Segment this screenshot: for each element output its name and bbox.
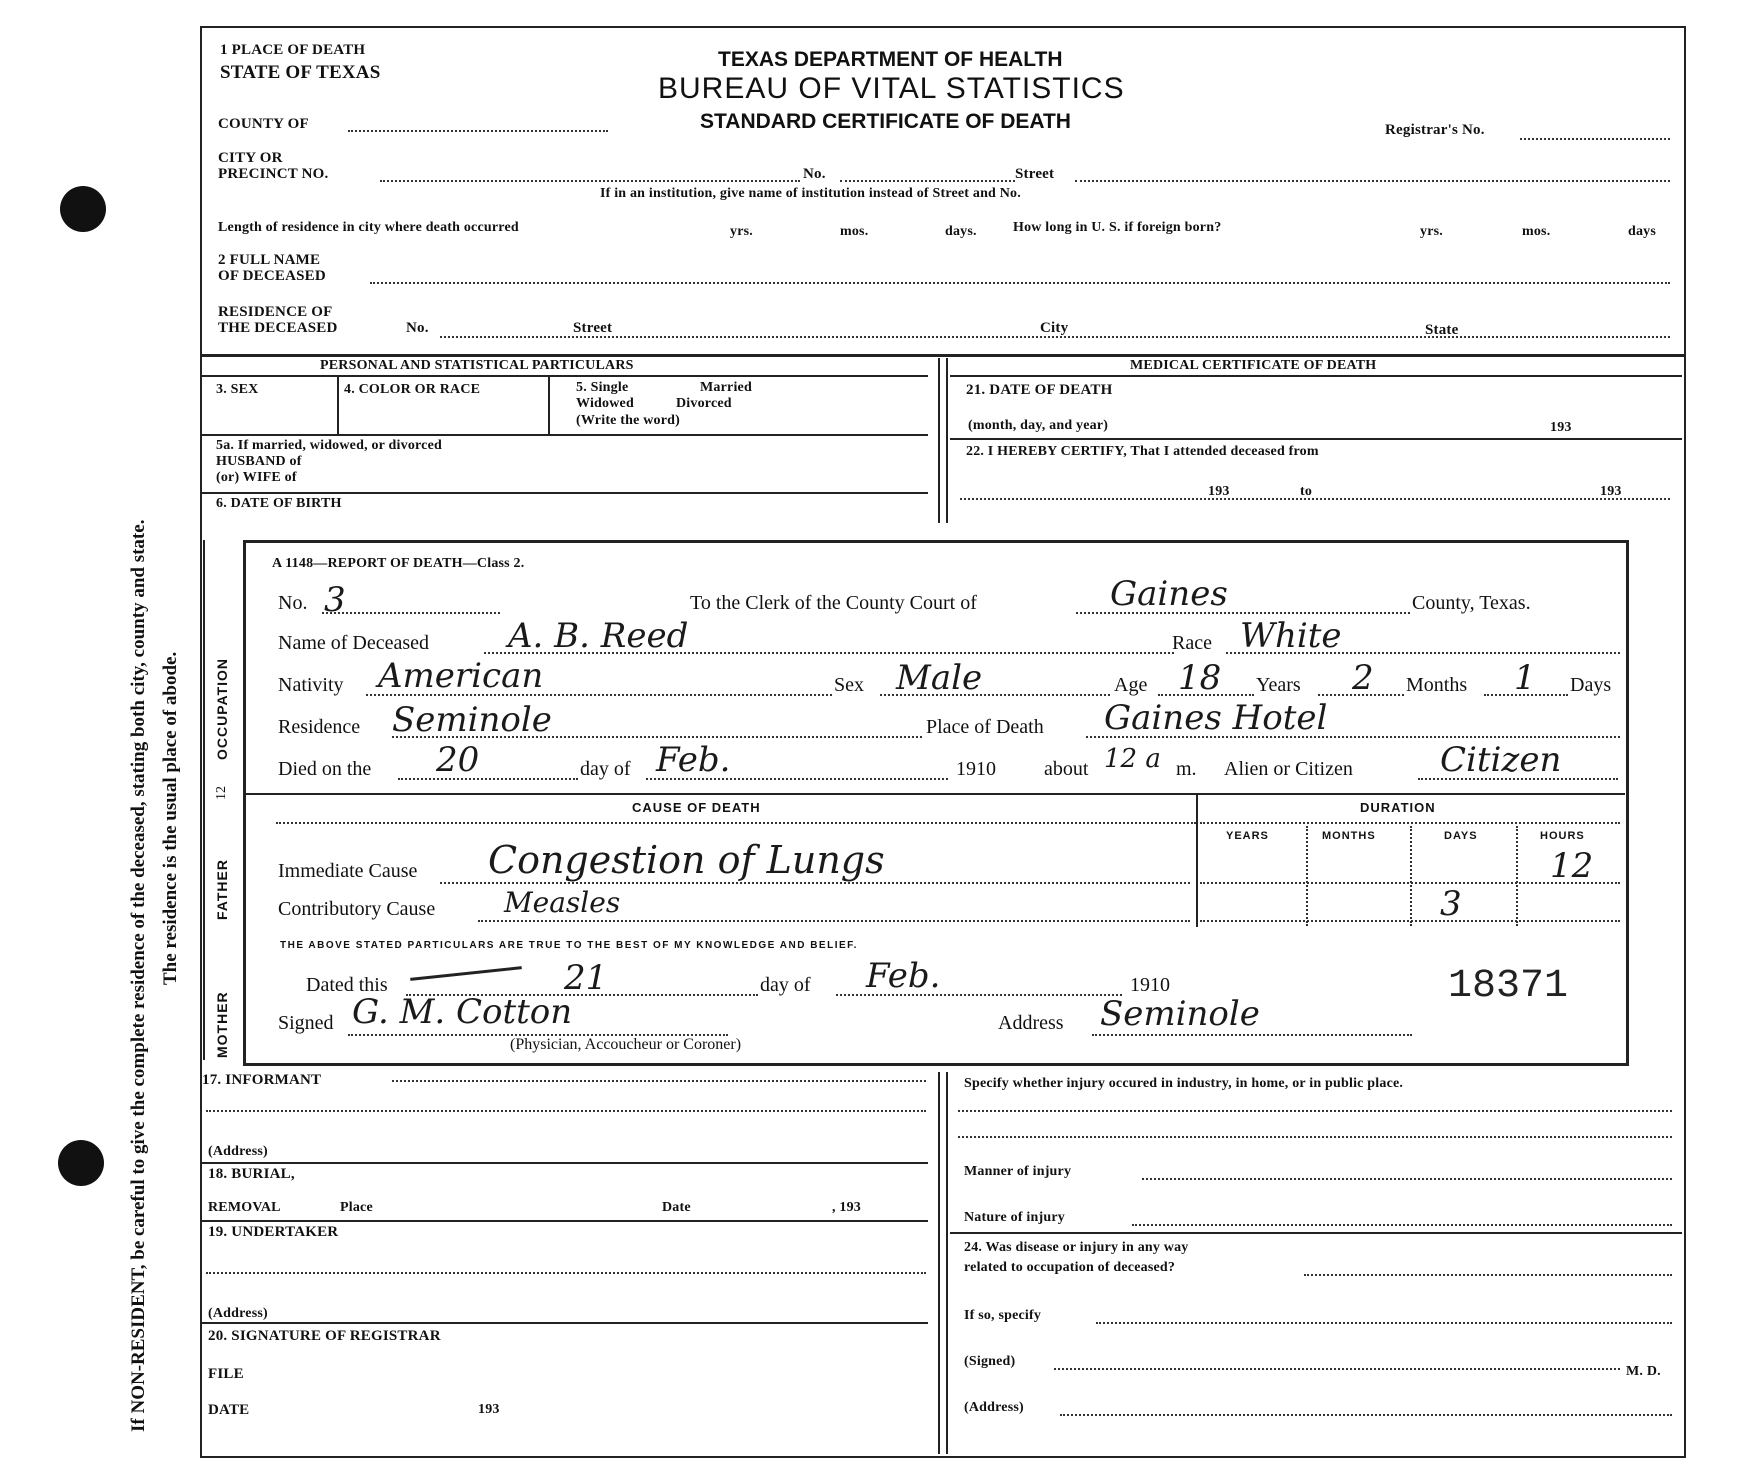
duration-col-left [1196, 793, 1198, 927]
informant-address-label: (Address) [208, 1144, 268, 1159]
md-address-line [1060, 1414, 1672, 1416]
dated-day-value: 21 [564, 958, 608, 998]
burial-label: 18. BURIAL, [208, 1166, 295, 1182]
contributory-duration-line [1200, 920, 1620, 922]
removal-label: REMOVAL [208, 1200, 281, 1215]
col-months-header: MONTHS [1322, 830, 1376, 842]
specify-injury-line [958, 1110, 1672, 1112]
days-label: days. [945, 224, 977, 239]
col-years-header: YEARS [1226, 830, 1269, 842]
precinct-no-label: PRECINCT NO. [218, 166, 329, 182]
length-residence-label: Length of residence in city where death occurred [218, 220, 519, 235]
cause-table-top-rule [243, 793, 1625, 795]
res-street-label: Street [573, 320, 613, 336]
full-name-line [370, 282, 1670, 284]
date-of-birth-label: 6. DATE OF BIRTH [216, 496, 342, 511]
street-line [1075, 180, 1670, 182]
died-month-value: Feb. [656, 740, 731, 780]
report-no-line [322, 612, 500, 614]
place-of-death-label: 1 PLACE OF DEATH [220, 42, 366, 58]
informant-label: 17. INFORMANT [202, 1072, 322, 1088]
report-form-title: A 1148—REPORT OF DEATH—Class 2. [272, 556, 525, 571]
single-label: 5. Single [576, 380, 629, 395]
informant-line-2 [206, 1110, 926, 1112]
personal-col-2 [548, 376, 550, 434]
precinct-line [380, 180, 800, 182]
personal-title: PERSONAL AND STATISTICAL PARTICULARS [320, 358, 634, 373]
county-value: Gaines [1110, 574, 1228, 614]
address-label-report: Address [998, 1012, 1064, 1034]
county-texas-label: County, Texas. [1412, 592, 1531, 614]
place-of-death-label-report: Place of Death [926, 716, 1044, 738]
wife-of-label: (or) WIFE of [216, 470, 297, 485]
occupation-label: OCCUPATION [214, 657, 230, 760]
personal-title-rule [200, 375, 928, 377]
widowed-label: Widowed [576, 396, 634, 411]
place-value: Gaines Hotel [1104, 698, 1328, 738]
medical-title: MEDICAL CERTIFICATE OF DEATH [1130, 358, 1377, 373]
month-day-year-label: (month, day, and year) [968, 418, 1109, 433]
father-label: FATHER [214, 859, 230, 920]
place-label: Place [340, 1200, 373, 1215]
column-divider-top [938, 358, 940, 523]
no-line [840, 180, 1015, 182]
lower-left-rule-1 [200, 1162, 928, 1164]
punch-hole-top [60, 186, 106, 232]
day-of-label: day of [580, 758, 631, 780]
col-hours-header: HOURS [1540, 830, 1585, 842]
sex-label-report: Sex [834, 674, 864, 696]
file-label: FILE [208, 1366, 244, 1382]
clerk-label: To the Clerk of the County Court of [690, 592, 977, 614]
no-label: No. [803, 166, 826, 182]
duration-header-line [1200, 822, 1620, 824]
immediate-cause-label: Immediate Cause [278, 860, 418, 882]
age-days-value: 1 [1514, 658, 1536, 698]
duration-col-3 [1516, 826, 1518, 926]
punch-hole-bottom [58, 1140, 104, 1186]
duration-title: DURATION [1360, 800, 1436, 815]
section-divider [200, 354, 1684, 357]
lower-left-rule-2 [200, 1220, 928, 1222]
if-so-label: If so, specify [964, 1308, 1042, 1323]
color-label: 4. COLOR OR RACE [344, 382, 481, 397]
address-value: Seminole [1100, 994, 1260, 1034]
medical-title-rule [950, 375, 1682, 377]
name-value: A. B. Reed [508, 616, 689, 656]
alien-value: Citizen [1440, 740, 1562, 780]
county-of-label: COUNTY OF [218, 116, 309, 132]
year-193-b-label: 193 [1208, 484, 1230, 499]
specify-injury-label: Specify whether injury occured in industry, in home, or in public place. [964, 1076, 1404, 1091]
year-193-label: 193 [1550, 420, 1572, 435]
manner-line [1142, 1178, 1672, 1180]
race-label: Race [1172, 632, 1212, 654]
city-or-label: CITY OR [218, 150, 283, 166]
physician-note: (Physician, Accoucheur or Coroner) [510, 1036, 742, 1053]
specify-injury-line-2 [958, 1136, 1672, 1138]
personal-col-1 [337, 376, 339, 434]
res-city-label: City [1040, 320, 1069, 336]
file-stamp-number: 18371 [1448, 964, 1569, 1009]
residence-label: Residence [278, 716, 361, 738]
md-label: M. D. [1626, 1364, 1661, 1379]
age-years-value: 18 [1178, 658, 1222, 698]
informant-line [392, 1080, 926, 1082]
age-label: Age [1114, 674, 1148, 696]
contributory-days-value: 3 [1440, 884, 1462, 924]
nature-line [1132, 1224, 1672, 1226]
item-12-label: 12 [214, 786, 229, 800]
lower-right-rule [950, 1232, 1682, 1234]
report-no-label: No. [278, 592, 308, 614]
mos-label: mos. [840, 224, 869, 239]
lower-left-rule-3 [200, 1322, 928, 1324]
dated-this-label: Dated this [306, 974, 388, 996]
column-divider-top-2 [946, 358, 948, 523]
age-months-value: 2 [1352, 658, 1374, 698]
county-of-line [348, 130, 608, 132]
report-no-value: 3 [324, 580, 346, 620]
address-line-report [1092, 1034, 1412, 1036]
question-24-line1: 24. Was disease or injury in any way [964, 1240, 1189, 1255]
res-state-label: State [1425, 322, 1459, 338]
immediate-hours-value: 12 [1550, 846, 1594, 886]
personal-rule-3 [200, 492, 928, 494]
sex-label: 3. SEX [216, 382, 259, 397]
bureau-title: BUREAU OF VITAL STATISTICS [658, 72, 1125, 105]
name-of-deceased-label: Name of Deceased [278, 632, 430, 654]
side-note-line2: The residence is the usual place of abode. [160, 651, 181, 985]
residence-value: Seminole [392, 700, 552, 740]
year-193-c-label: 193 [1600, 484, 1622, 499]
duration-col-2 [1410, 826, 1412, 926]
burial-year-label: , 193 [832, 1200, 861, 1215]
nativity-value: American [378, 656, 544, 696]
dated-year-value: 1910 [1130, 974, 1170, 996]
personal-rule-2 [200, 434, 928, 436]
if-so-line [1096, 1322, 1672, 1324]
months-label: Months [1406, 674, 1468, 696]
department-title: TEXAS DEPARTMENT OF HEALTH [718, 48, 1063, 71]
residence-line [440, 336, 1670, 338]
race-value: White [1240, 616, 1342, 656]
m-label: m. [1176, 758, 1197, 780]
sex-value: Male [896, 658, 983, 698]
about-label: about [1044, 758, 1089, 780]
cause-of-death-title: CAUSE OF DEATH [632, 800, 761, 815]
institution-note: If in an institution, give name of institution instead of Street and No. [600, 186, 1021, 201]
divorced-label: Divorced [676, 396, 732, 411]
to-label: to [1300, 484, 1313, 499]
contributory-cause-value: Measles [504, 886, 621, 919]
died-day-value: 20 [436, 740, 480, 780]
cause-header-line [276, 822, 1196, 824]
immediate-cause-value: Congestion of Lungs [488, 838, 885, 882]
full-name-label: 2 FULL NAME [218, 252, 321, 268]
signed-label: Signed [278, 1012, 334, 1034]
undertaker-label: 19. UNDERTAKER [208, 1224, 339, 1240]
attestation-text: THE ABOVE STATED PARTICULARS ARE TRUE TO THE BEST OF MY KNOWLEDGE AND BELIEF. [280, 940, 858, 951]
date-of-death-label: 21. DATE OF DEATH [966, 382, 1113, 398]
signed-md-line [1054, 1368, 1620, 1370]
manner-injury-label: Manner of injury [964, 1164, 1072, 1179]
md-address-label: (Address) [964, 1400, 1024, 1415]
died-on-label: Died on the [278, 758, 372, 780]
certify-line [960, 498, 1670, 500]
alien-citizen-label: Alien or Citizen [1224, 758, 1353, 780]
contributory-cause-label: Contributory Cause [278, 898, 436, 920]
of-deceased-label: OF DECEASED [218, 268, 326, 284]
col-days-header: DAYS [1444, 830, 1478, 842]
certify-label: 22. I HEREBY CERTIFY, That I attended deceased from [966, 444, 1319, 459]
registrar-no-line [1520, 138, 1670, 140]
question-24-line [1304, 1274, 1672, 1276]
question-24-line2: related to occupation of deceased? [964, 1260, 1176, 1275]
duration-col-1 [1306, 826, 1308, 926]
file-date-label: DATE [208, 1402, 250, 1418]
time-value: 12 a [1104, 744, 1161, 774]
husband-of-label: HUSBAND of [216, 454, 302, 469]
medical-rule-2 [950, 438, 1682, 440]
undertaker-address-label: (Address) [208, 1306, 268, 1321]
dated-day-of-label: day of [760, 974, 811, 996]
immediate-cause-line [440, 882, 1190, 884]
undertaker-line [206, 1272, 926, 1274]
write-word-label: (Write the word) [576, 413, 681, 428]
left-vertical-rule [203, 540, 205, 1060]
certificate-title: STANDARD CERTIFICATE OF DEATH [700, 110, 1071, 133]
yrs-label: yrs. [730, 224, 753, 239]
column-divider-bottom [938, 1072, 940, 1454]
the-deceased-label: THE DECEASED [218, 320, 338, 336]
days-label-report: Days [1570, 674, 1612, 696]
yrs-label-2: yrs. [1420, 224, 1443, 239]
street-label: Street [1015, 166, 1055, 182]
nativity-label: Nativity [278, 674, 344, 696]
column-divider-bottom-2 [946, 1072, 948, 1454]
residence-of-label: RESIDENCE OF [218, 304, 333, 320]
died-day-line [398, 778, 578, 780]
mother-label: MOTHER [214, 991, 230, 1058]
how-long-label: How long in U. S. if foreign born? [1013, 220, 1222, 235]
contributory-cause-line [478, 920, 1190, 922]
res-no-label: No. [406, 320, 429, 336]
side-note-line1: If NON-RESIDENT, be careful to give the complete residence of the deceased, stating both city, county and state. [128, 519, 149, 1432]
registrar-no-label: Registrar's No. [1385, 122, 1485, 138]
file-year-label: 193 [478, 1402, 500, 1417]
married-note-label: 5a. If married, widowed, or divorced [216, 438, 442, 453]
date-label: Date [662, 1200, 691, 1215]
dated-month-value: Feb. [866, 956, 941, 996]
mos-label-2: mos. [1522, 224, 1551, 239]
signature-registrar-label: 20. SIGNATURE OF REGISTRAR [208, 1328, 441, 1344]
signature-value: G. M. Cotton [352, 992, 573, 1032]
signed-md-label: (Signed) [964, 1354, 1016, 1369]
married-label: Married [700, 380, 752, 395]
years-label: Years [1256, 674, 1301, 696]
died-year-value: 1910 [956, 758, 996, 780]
days-label-2: days [1628, 224, 1657, 239]
state-label: STATE OF TEXAS [220, 62, 381, 83]
nature-injury-label: Nature of injury [964, 1210, 1065, 1225]
